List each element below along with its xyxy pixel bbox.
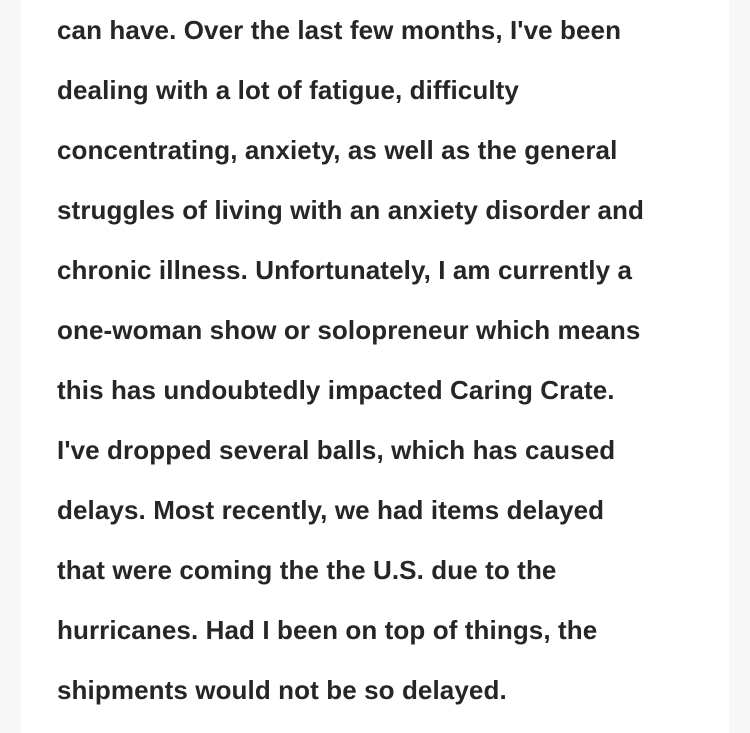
text-line: struggles of living with an anxiety disorder and (57, 195, 645, 225)
page (21, 0, 729, 733)
text-line: concentrating, anxiety, as well as the general (57, 135, 618, 165)
text-line: I've dropped several balls, which has caused (57, 435, 616, 465)
text-line: this has undoubtedly impacted Caring Crate. (57, 375, 615, 405)
text-line: chronic illness. Unfortunately, I am currently a (57, 255, 633, 285)
text-line: can have. Over the last few months, I've been (57, 15, 622, 45)
text-line: dealing with a lot of fatigue, difficulty (57, 75, 519, 105)
text-line: that were coming the the U.S. due to the (57, 555, 557, 585)
text-line: shipments would not be so delayed. (57, 675, 507, 705)
text-line: one-woman show or solopreneur which means (57, 315, 641, 345)
text-line: delays. Most recently, we had items delayed (57, 495, 605, 525)
text-line: hurricanes. Had I been on top of things, the (57, 615, 598, 645)
article-text (57, 0, 717, 720)
